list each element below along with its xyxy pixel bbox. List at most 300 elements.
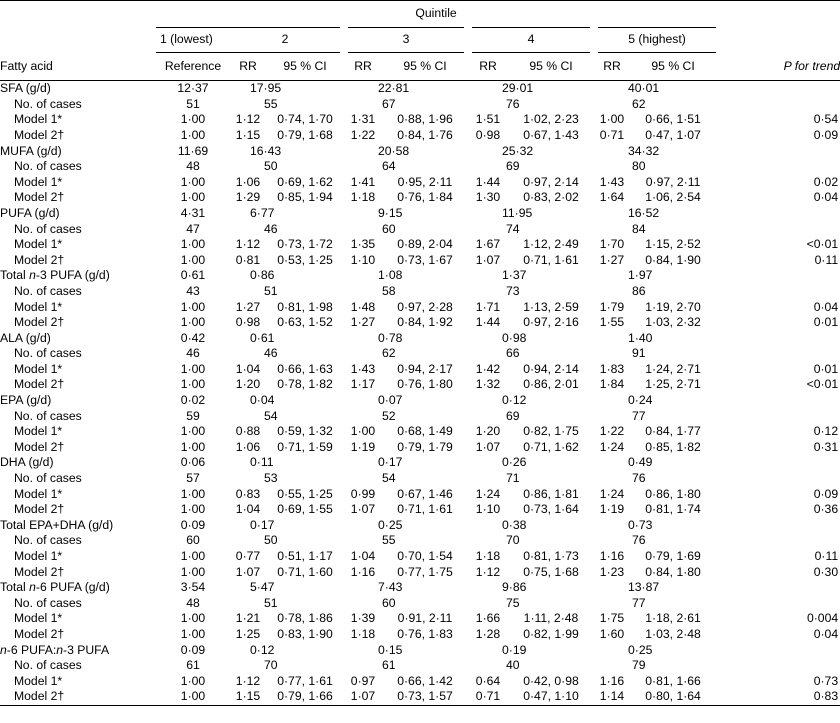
model-label: Model 1*: [14, 549, 63, 563]
rr-value: 1·12: [235, 673, 261, 688]
rr-value: 1·16: [599, 549, 625, 563]
rr-value: 1·10: [475, 502, 501, 517]
rr-value: 1·39: [350, 611, 376, 626]
model-label: Model 1*: [14, 486, 63, 501]
intake-value: 17·95: [250, 81, 282, 96]
table-row: [0, 331, 840, 347]
empty-cell: [716, 658, 840, 674]
cases-value: 62: [382, 346, 396, 361]
rr-value: 1·18: [350, 626, 376, 641]
table-row: [0, 689, 840, 705]
model-label: Model 1*: [14, 611, 63, 626]
ci-value: 1·15, 2·52: [645, 237, 701, 252]
model-label: Model 1*: [14, 299, 63, 314]
empty-cell: [716, 206, 840, 222]
empty-cell: [716, 642, 840, 658]
table-row: [0, 362, 840, 378]
reference-value: 1·00: [180, 486, 206, 501]
rr-value: 0·97: [350, 673, 376, 688]
ci-value: 1·12, 2·49: [523, 237, 579, 252]
ci-value: 0·86, 1·80: [645, 486, 701, 501]
rr-value: 1·22: [599, 424, 625, 439]
table-row: [0, 97, 840, 113]
rr-value: 1·84: [599, 377, 625, 392]
ci-value: 0·47, 1·10: [523, 689, 579, 704]
cases-value: 54: [382, 471, 396, 486]
cases-value: 59: [186, 408, 200, 423]
intake-value: 29·01: [502, 81, 534, 96]
empty-cell: [716, 97, 840, 113]
cases-value: 79: [632, 658, 646, 673]
rr-value: 1·42: [475, 361, 501, 376]
ci-value: 0·71, 1·61: [523, 252, 579, 267]
rr-value: 1·06: [235, 439, 261, 454]
rr-value: 1·14: [599, 689, 625, 704]
intake-value: 3·54: [180, 580, 206, 595]
rr-header-q4: RR: [479, 58, 497, 73]
rr-value: 1·16: [599, 673, 625, 688]
rr-value: 1·60: [599, 626, 625, 641]
cases-value: 54: [264, 408, 278, 423]
intake-value: 34·32: [628, 143, 660, 158]
ci-value: 0·78, 1·86: [277, 611, 333, 626]
model-label: Model 2†: [14, 315, 65, 330]
rr-value: 0·71: [599, 127, 625, 142]
cases-value: 48: [186, 595, 200, 610]
intake-value: 13·87: [628, 580, 660, 595]
intake-value: 0·61: [250, 330, 275, 345]
rr-value: 1·44: [475, 174, 501, 189]
cases-label: No. of cases: [14, 658, 82, 673]
rr-value: 1·41: [350, 174, 376, 189]
cases-value: 60: [382, 595, 396, 610]
rr-value: 0·99: [350, 486, 376, 501]
intake-value: 0·04: [250, 393, 275, 408]
ci-value: 0·71, 1·60: [277, 564, 333, 579]
reference-header: Reference: [164, 58, 222, 73]
ci-value: 0·81, 1·98: [277, 299, 333, 314]
rr-value: 1·17: [350, 377, 376, 392]
ci-value: 1·24, 2·71: [645, 361, 701, 376]
empty-cell: [716, 533, 840, 549]
ci-value: 0·88, 1·96: [397, 112, 453, 127]
cases-value: 48: [186, 159, 200, 174]
intake-value: 0·02: [180, 393, 206, 408]
empty-cell: [716, 455, 840, 471]
rr-value: 1·28: [475, 626, 501, 641]
table-row: [0, 440, 840, 456]
intake-value: 16·52: [628, 205, 660, 220]
model-label: Model 2†: [14, 252, 65, 267]
ci-value: 0·97, 2·14: [523, 174, 579, 189]
ci-header-q5: 95 % CI: [651, 58, 695, 73]
ci-value: 0·81, 1·74: [645, 502, 701, 517]
reference-value: 1·00: [180, 361, 206, 376]
rr-value: 1·29: [235, 190, 261, 205]
ci-value: 0·84, 1·80: [645, 564, 701, 579]
cases-value: 66: [506, 346, 520, 361]
ci-value: 0·73, 1·64: [523, 502, 579, 517]
intake-value: 0·11: [250, 455, 274, 470]
rr-value: 0·83: [235, 486, 261, 501]
rr-value: 1·07: [475, 252, 501, 267]
intake-value: 0·98: [502, 330, 527, 345]
ci-value: 0·51, 1·17: [277, 549, 333, 563]
reference-value: 1·00: [180, 564, 206, 579]
fatty-acid-name: Total n-3 PUFA (g/d): [0, 268, 110, 283]
rr-header-q2: RR: [239, 58, 257, 73]
empty-cell: [716, 596, 840, 612]
rr-value: 1·55: [599, 315, 625, 330]
ci-value: 0·42, 0·98: [523, 673, 579, 688]
ci-value: 0·70, 1·54: [397, 549, 453, 563]
cases-value: 86: [632, 283, 646, 298]
intake-value: 0·17: [250, 517, 275, 532]
ci-value: 0·71, 1·59: [277, 439, 333, 454]
cases-value: 55: [264, 96, 278, 111]
ci-header-q4: 95 % CI: [529, 58, 573, 73]
cases-value: 46: [186, 346, 200, 361]
rr-value: 1·24: [599, 486, 625, 501]
intake-value: 40·01: [628, 81, 660, 96]
cases-value: 80: [632, 159, 646, 174]
intake-value: 0·07: [378, 393, 403, 408]
p-trend-value: 0·09: [813, 127, 839, 142]
cases-value: 50: [264, 159, 278, 174]
ci-value: 0·76, 1·80: [397, 377, 453, 392]
ci-value: 1·06, 2·54: [645, 190, 701, 205]
ci-value: 0·71, 1·61: [397, 502, 453, 517]
ci-value: 0·76, 1·84: [397, 190, 453, 205]
table-row: [0, 549, 840, 565]
table-row: [0, 112, 840, 128]
q2-header: 2: [230, 28, 344, 53]
table-body: [0, 81, 840, 705]
p-trend-value: 0·01: [813, 361, 839, 376]
ci-value: 0·47, 1·07: [645, 127, 701, 142]
ci-value: 1·03, 2·32: [645, 315, 701, 330]
rr-value: 1·15: [235, 127, 261, 142]
cases-value: 76: [506, 96, 520, 111]
rr-value: 0·77: [235, 549, 261, 563]
empty-cell: [716, 580, 840, 596]
rr-value: 1·16: [350, 564, 376, 579]
table-row: [0, 502, 840, 518]
rr-value: 1·07: [235, 564, 261, 579]
empty-cell: [716, 143, 840, 159]
empty-cell: [716, 159, 840, 175]
reference-value: 1·00: [180, 502, 206, 517]
table-row: [0, 580, 840, 596]
table-row: [0, 518, 840, 534]
intake-value: 1·08: [378, 268, 403, 283]
fatty-acid-name: DHA (g/d): [0, 455, 54, 470]
cases-label: No. of cases: [14, 533, 82, 548]
intake-value: 0·15: [378, 642, 403, 657]
intake-value: 20·58: [378, 143, 410, 158]
ci-value: 0·66, 1·63: [277, 361, 333, 376]
rr-value: 1·75: [599, 611, 625, 626]
intake-value: 0·12: [250, 642, 275, 657]
cases-value: 58: [382, 283, 396, 298]
model-label: Model 1*: [14, 237, 63, 252]
rr-value: 1·70: [599, 237, 625, 252]
empty-cell: [716, 346, 840, 362]
intake-value: 0·86: [250, 268, 275, 283]
reference-value: 1·00: [180, 626, 206, 641]
ci-value: 0·80, 1·64: [645, 689, 701, 704]
rr-header-q3: RR: [354, 58, 372, 73]
cases-value: 43: [186, 283, 200, 298]
table-row: [0, 564, 840, 580]
ci-value: 0·71, 1·62: [523, 439, 579, 454]
ci-value: 1·13, 2·59: [523, 299, 579, 314]
ci-value: 0·78, 1·82: [277, 377, 333, 392]
ci-value: 0·94, 2·17: [397, 361, 453, 376]
table-row: [0, 143, 840, 159]
model-label: Model 1*: [14, 112, 63, 127]
cases-value: 76: [632, 533, 646, 548]
table-row: [0, 674, 840, 690]
rr-value: 1·12: [475, 564, 501, 579]
cases-value: 62: [632, 96, 646, 111]
intake-value: 16·43: [250, 143, 282, 158]
cases-value: 57: [186, 471, 200, 486]
fatty-acid-name: SFA (g/d): [0, 81, 51, 96]
table-row: [0, 268, 840, 284]
cases-value: 60: [186, 533, 200, 548]
ci-value: 0·86, 1·81: [523, 486, 579, 501]
cases-value: 51: [264, 283, 278, 298]
intake-value: 0·24: [628, 393, 653, 408]
table-row: [0, 627, 840, 643]
rr-value: 1·71: [475, 299, 501, 314]
ci-value: 0·73, 1·57: [397, 689, 453, 704]
ci-value: 0·84, 1·90: [645, 252, 701, 267]
ci-value: 0·59, 1·32: [277, 424, 333, 439]
cases-value: 77: [632, 408, 646, 423]
q3-header: 3: [344, 28, 468, 53]
cases-value: 46: [264, 346, 278, 361]
rr-value: 1·44: [475, 315, 501, 330]
fatty-acid-name: PUFA (g/d): [0, 205, 60, 220]
rr-value: 1·66: [475, 611, 501, 626]
intake-value: 1·97: [628, 268, 653, 283]
table-row: [0, 159, 840, 175]
intake-value: 0·73: [628, 517, 653, 532]
cases-value: 50: [264, 533, 278, 548]
p-trend-value: 0·11: [814, 549, 839, 563]
reference-value: 1·00: [180, 112, 206, 127]
p-trend-value: 0·11: [814, 252, 839, 267]
cases-value: 40: [506, 658, 520, 673]
p-trend-value: 0·31: [813, 439, 839, 454]
intake-value: 25·32: [502, 143, 534, 158]
rr-value: 1·04: [235, 502, 261, 517]
fatty-acid-name: ALA (g/d): [0, 330, 51, 345]
rr-value: 1·07: [350, 502, 376, 517]
rr-value: 1·83: [599, 361, 625, 376]
reference-value: 1·00: [180, 190, 206, 205]
rr-value: 1·24: [599, 439, 625, 454]
cases-value: 91: [632, 346, 646, 361]
p-trend-value: <0·01: [806, 237, 839, 252]
rr-value: 1·12: [235, 237, 261, 252]
table-row: [0, 393, 840, 409]
intake-value: 7·43: [378, 580, 403, 595]
rr-value: 1·27: [235, 299, 261, 314]
cases-value: 70: [506, 533, 520, 548]
rr-value: 1·79: [599, 299, 625, 314]
ci-value: 0·94, 2·14: [523, 361, 579, 376]
rr-value: 1·48: [350, 299, 376, 314]
rr-value: 1·51: [475, 112, 501, 127]
p-trend-value: 0·04: [813, 190, 839, 205]
rr-header-q5: RR: [603, 58, 621, 73]
fatty-acid-header: Fatty acid: [0, 58, 53, 73]
rr-value: 1·31: [350, 112, 376, 127]
ci-value: 0·86, 2·01: [523, 377, 579, 392]
rr-value: 1·30: [475, 190, 501, 205]
model-label: Model 2†: [14, 127, 65, 142]
table-row: [0, 377, 840, 393]
cases-value: 53: [264, 471, 278, 486]
model-label: Model 2†: [14, 689, 65, 704]
cases-value: 64: [382, 159, 396, 174]
p-trend-header: P for trend: [783, 58, 840, 73]
q5-header: 5 (highest): [594, 28, 716, 53]
reference-value: 1·00: [180, 377, 206, 392]
intake-value: 9·15: [378, 205, 403, 220]
p-trend-value: 0·01: [813, 315, 839, 330]
cases-label: No. of cases: [14, 96, 82, 111]
rr-value: 1·04: [350, 549, 376, 563]
ci-value: 0·66, 1·51: [645, 112, 701, 127]
table-row: [0, 471, 840, 487]
cases-value: 73: [506, 283, 520, 298]
cases-value: 61: [186, 658, 200, 673]
rr-value: 1·25: [235, 626, 261, 641]
table-row: [0, 81, 840, 97]
intake-value: 0·25: [378, 517, 403, 532]
model-label: Model 2†: [14, 439, 65, 454]
rr-value: 1·64: [599, 190, 625, 205]
ci-value: 0·69, 1·55: [277, 502, 333, 517]
ci-value: 0·73, 1·72: [277, 237, 333, 252]
q1-header: 1 (lowest): [156, 28, 230, 53]
model-label: Model 2†: [14, 626, 65, 641]
rr-value: 1·00: [599, 112, 625, 127]
rr-value: 0·71: [475, 689, 501, 704]
table-row: [0, 533, 840, 549]
intake-value: 0·38: [502, 517, 527, 532]
fatty-acid-name: Total EPA+DHA (g/d): [0, 517, 114, 532]
rr-value: 1·00: [350, 424, 376, 439]
p-trend-value: 0·73: [813, 673, 839, 688]
p-trend-value: 0·02: [813, 174, 839, 189]
ci-value: 0·77, 1·61: [277, 673, 333, 688]
ci-value: 0·79, 1·66: [277, 689, 333, 704]
ci-value: 0·85, 1·94: [277, 190, 333, 205]
cases-value: 84: [632, 221, 646, 236]
ci-value: 0·79, 1·68: [277, 127, 333, 142]
rr-value: 0·64: [475, 673, 501, 688]
reference-value: 1·00: [180, 689, 206, 704]
model-label: Model 1*: [14, 174, 63, 189]
ci-value: 0·76, 1·83: [397, 626, 453, 641]
p-trend-value: 0·54: [813, 112, 839, 127]
ci-value: 1·19, 2·70: [645, 299, 701, 314]
intake-value: 0·26: [502, 455, 527, 470]
rr-value: 1·18: [350, 190, 376, 205]
fatty-acid-name: EPA (g/d): [0, 393, 52, 408]
intake-value: 4·31: [180, 205, 206, 220]
fatty-acid-name: n-6 PUFA:n-3 PUFA: [0, 642, 110, 657]
cases-label: No. of cases: [14, 159, 82, 174]
table-row: [0, 253, 840, 269]
ci-value: 0·91, 2·11: [397, 611, 453, 626]
cases-value: 52: [382, 408, 396, 423]
rr-value: 1·22: [350, 127, 376, 142]
cases-value: 77: [632, 595, 646, 610]
rr-value: 0·98: [235, 315, 261, 330]
rr-value: 1·06: [235, 174, 261, 189]
table-row: [0, 299, 840, 315]
rr-value: 1·04: [235, 361, 261, 376]
ci-value: 0·97, 2·16: [523, 315, 579, 330]
reference-value: 1·00: [180, 439, 206, 454]
cases-label: No. of cases: [14, 346, 82, 361]
ci-value: 0·67, 1·43: [523, 127, 579, 142]
ci-value: 0·82, 1·99: [523, 626, 579, 641]
intake-value: 12·37: [177, 81, 209, 96]
cases-label: No. of cases: [14, 408, 82, 423]
ci-value: 0·85, 1·82: [645, 439, 701, 454]
cases-label: No. of cases: [14, 283, 82, 298]
rr-value: 1·07: [475, 439, 501, 454]
p-trend-value: 0·30: [813, 564, 839, 579]
intake-value: 0·17: [378, 455, 403, 470]
ci-value: 0·55, 1·25: [277, 486, 333, 501]
intake-value: 22·81: [378, 81, 410, 96]
ci-value: 0·79, 1·69: [645, 549, 701, 563]
rr-value: 1·24: [475, 486, 501, 501]
rr-value: 0·81: [235, 252, 261, 267]
table-row: [0, 237, 840, 253]
reference-value: 1·00: [180, 673, 206, 688]
intake-value: 11·69: [177, 143, 209, 158]
reference-value: 1·00: [180, 252, 206, 267]
ci-value: 0·97, 2·11: [645, 174, 701, 189]
rr-value: 1·67: [475, 237, 501, 252]
ci-value: 1·18, 2·61: [645, 611, 701, 626]
ci-value: 0·73, 1·67: [397, 252, 453, 267]
empty-cell: [716, 81, 840, 97]
cases-label: No. of cases: [14, 595, 82, 610]
cases-value: 51: [186, 96, 200, 111]
p-trend-value: 0·83: [813, 689, 839, 704]
ci-value: 0·84, 1·92: [397, 315, 453, 330]
bottom-rule: [0, 705, 840, 706]
rr-value: 1·32: [475, 377, 501, 392]
intake-value: 5·47: [250, 580, 275, 595]
cases-value: 46: [264, 221, 278, 236]
rr-value: 1·43: [599, 174, 625, 189]
intake-value: 0·61: [180, 268, 206, 283]
table-row: [0, 315, 840, 331]
rr-value: 1·23: [599, 564, 625, 579]
table-row: [0, 284, 840, 300]
